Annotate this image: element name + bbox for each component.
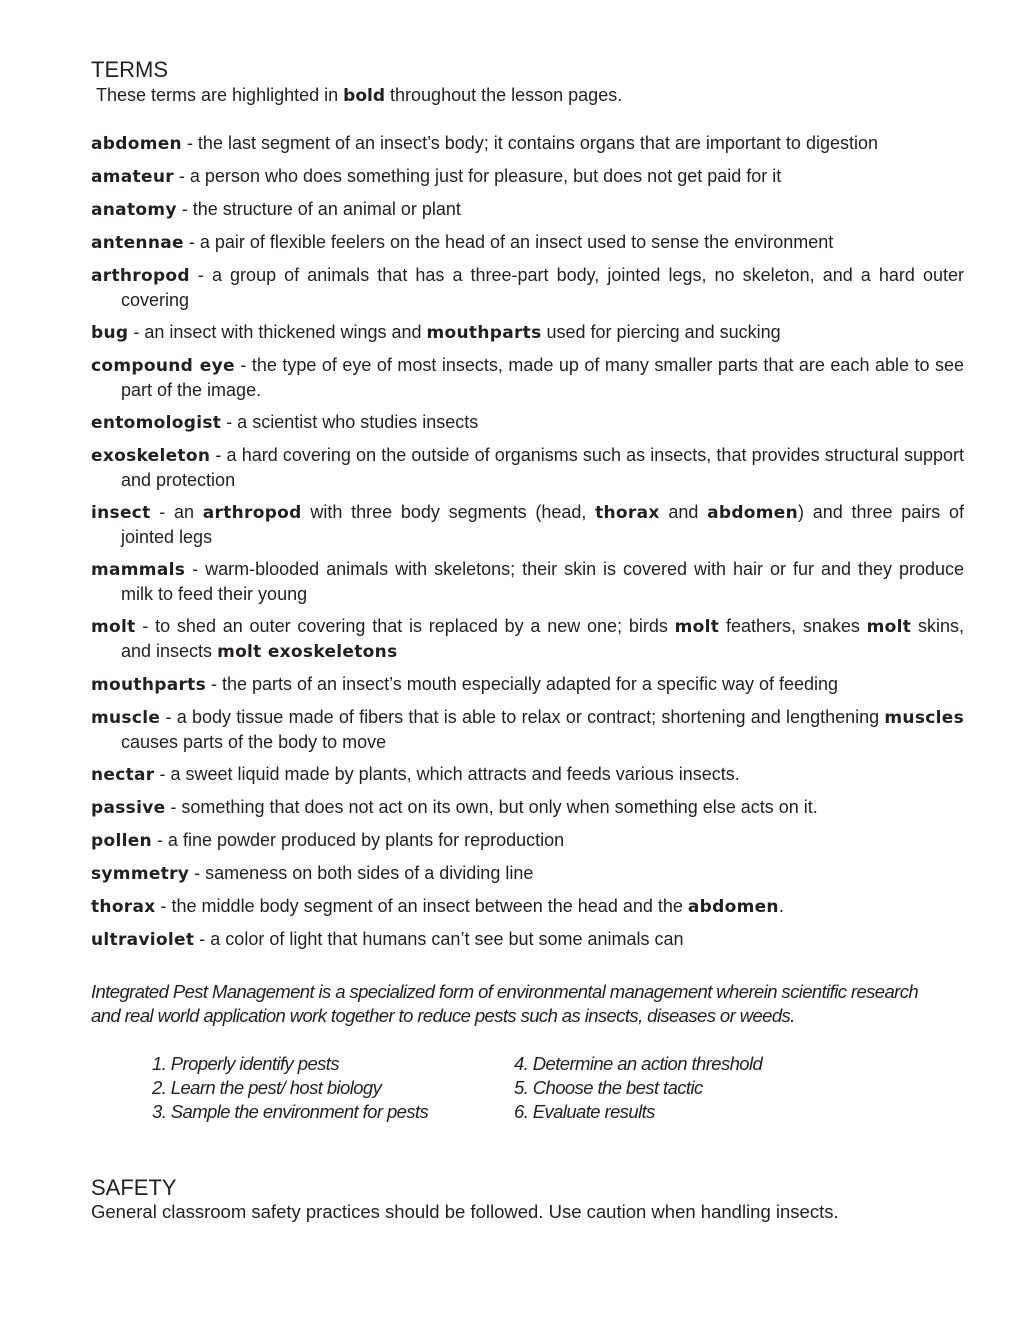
- glossary-term: passive: [91, 798, 166, 818]
- glossary-entry: [91, 263, 964, 312]
- glossary-entry: [91, 443, 964, 492]
- intro-text-after: throughout the lesson pages.: [390, 85, 623, 105]
- glossary-entry: [91, 614, 964, 664]
- glossary-bold-term: muscles: [884, 708, 964, 728]
- glossary-definition-text: - a fine powder produced by plants for reproduction: [151, 830, 565, 850]
- glossary-term: entomologist: [91, 413, 222, 433]
- glossary-entry: [91, 828, 964, 853]
- glossary-definition-text: - an insect with thickened wings and: [128, 322, 427, 342]
- glossary-term: compound eye: [91, 356, 235, 376]
- glossary-bold-term: molt: [866, 617, 912, 637]
- glossary-definition-text: - something that does not act on its own, but only when something else acts on it.: [165, 797, 818, 817]
- terms-heading: TERMS: [91, 57, 168, 82]
- glossary-bold-term: molt exoskeletons: [217, 642, 398, 662]
- ipm-step: 2. Learn the pest/ host biology: [152, 1077, 382, 1098]
- glossary-definition-text: causes parts of the body to move: [121, 732, 387, 752]
- glossary-entry: [91, 197, 964, 222]
- glossary-entry: [91, 230, 964, 255]
- glossary-term: arthropod: [91, 266, 190, 286]
- ipm-steps-left-column: [152, 1052, 428, 1124]
- glossary-definition-text: - a body tissue made of fibers that is able to relax or contract; shortening and lengthening: [160, 707, 885, 727]
- ipm-step: 5. Choose the best tactic: [514, 1077, 703, 1098]
- glossary-definition-text: - sameness on both sides of a dividing line: [189, 863, 534, 883]
- glossary-term: mammals: [91, 560, 186, 580]
- glossary-term: symmetry: [91, 864, 190, 884]
- glossary-definition-text: feathers, snakes: [719, 616, 867, 636]
- glossary-definition-text: skins, and insects: [121, 616, 965, 661]
- glossary-definition-text: - the parts of an insect’s mouth especially adapted for a specific way of feeding: [206, 674, 839, 694]
- glossary-bold-term: arthropod: [202, 503, 302, 523]
- ipm-step: 1. Properly identify pests: [152, 1053, 339, 1074]
- glossary-entry: [91, 927, 964, 952]
- glossary-term: abdomen: [91, 134, 182, 154]
- glossary-entry: [91, 861, 964, 886]
- ipm-step: 3. Sample the environment for pests: [152, 1101, 429, 1122]
- glossary-definition-text: - a sweet liquid made by plants, which attracts and feeds various insects.: [154, 764, 740, 784]
- ipm-step: 4. Determine an action threshold: [514, 1053, 763, 1074]
- glossary-entry: [91, 762, 964, 787]
- glossary-bold-term: mouthparts: [426, 323, 542, 343]
- glossary-definition-text: - the last segment of an insect’s body; it contains organs that are important to digestion: [181, 133, 878, 153]
- glossary-definition-text: - a pair of flexible feelers on the head of an insect used to sense the environment: [183, 232, 834, 252]
- glossary-term: molt: [91, 617, 136, 637]
- glossary-bold-term: molt: [674, 617, 720, 637]
- glossary-definition-text: - the type of eye of most insects, made up of many smaller parts that are each able to see part of the image.: [121, 355, 964, 400]
- glossary-bold-term: abdomen: [707, 503, 799, 523]
- glossary-bold-term: thorax: [595, 503, 660, 523]
- glossary-entry: [91, 131, 964, 156]
- glossary-entry: [91, 410, 964, 435]
- intro-text-before: These terms are highlighted in: [96, 85, 339, 105]
- glossary-definition-text: - warm-blooded animals with skeletons; their skin is covered with hair or fur and they produce milk to feed their young: [121, 559, 964, 604]
- glossary-definition-text: - a color of light that humans can’t see but some animals can: [194, 929, 684, 949]
- glossary-entry: [91, 894, 964, 919]
- glossary-term: anatomy: [91, 200, 177, 220]
- glossary-definition-text: - a scientist who studies insects: [221, 412, 479, 432]
- glossary-entry: [91, 164, 964, 189]
- glossary-entry: [91, 320, 964, 345]
- safety-heading: SAFETY: [91, 1175, 177, 1200]
- glossary-definition-text: - to shed an outer covering that is replaced by a new one; birds: [135, 616, 675, 636]
- glossary-entry: [91, 500, 964, 549]
- ipm-paragraph: Integrated Pest Management is a specialized form of environmental management wherein scientific research and real world application work together to reduce pests such as insects, diseases or weeds.: [91, 981, 919, 1026]
- glossary-term: amateur: [91, 167, 174, 187]
- glossary-definition-text: - a person who does something just for pleasure, but does not get paid for it: [173, 166, 782, 186]
- glossary-definition-text: - a hard covering on the outside of organisms such as insects, that provides structural support and protection: [121, 445, 964, 490]
- glossary-term: muscle: [91, 708, 161, 728]
- ipm-step: 6. Evaluate results: [514, 1101, 655, 1122]
- intro-bold-word: bold: [343, 86, 386, 106]
- glossary-term: exoskeleton: [91, 446, 211, 466]
- glossary-entry: [91, 557, 964, 606]
- glossary-term: mouthparts: [91, 675, 206, 695]
- glossary-definition-text: and: [659, 502, 708, 522]
- glossary-list: [91, 131, 964, 960]
- glossary-definition-text: used for piercing and sucking: [541, 322, 781, 342]
- ipm-steps-right-column: [514, 1052, 762, 1124]
- glossary-term: bug: [91, 323, 129, 343]
- glossary-entry: [91, 353, 964, 402]
- glossary-definition-text: .: [778, 896, 784, 916]
- glossary-definition-text: - the middle body segment of an insect between the head and the: [155, 896, 688, 916]
- terms-intro: [96, 85, 622, 106]
- glossary-term: insect: [91, 503, 151, 523]
- safety-text: General classroom safety practices should be followed. Use caution when handling insects.: [91, 1201, 839, 1222]
- glossary-entry: [91, 672, 964, 697]
- glossary-term: ultraviolet: [91, 930, 195, 950]
- glossary-entry: [91, 705, 964, 754]
- glossary-entry: [91, 795, 964, 820]
- glossary-definition-text: with three body segments (head,: [301, 502, 596, 522]
- glossary-term: pollen: [91, 831, 152, 851]
- glossary-bold-term: abdomen: [687, 897, 779, 917]
- glossary-definition-text: ) and three pairs of jointed legs: [121, 502, 964, 547]
- glossary-term: nectar: [91, 765, 155, 785]
- glossary-definition-text: - the structure of an animal or plant: [176, 199, 461, 219]
- glossary-definition-text: - an: [150, 502, 203, 522]
- glossary-term: thorax: [91, 897, 156, 917]
- glossary-term: antennae: [91, 233, 184, 253]
- glossary-definition-text: - a group of animals that has a three-part body, jointed legs, no skeleton, and a hard outer covering: [121, 265, 964, 310]
